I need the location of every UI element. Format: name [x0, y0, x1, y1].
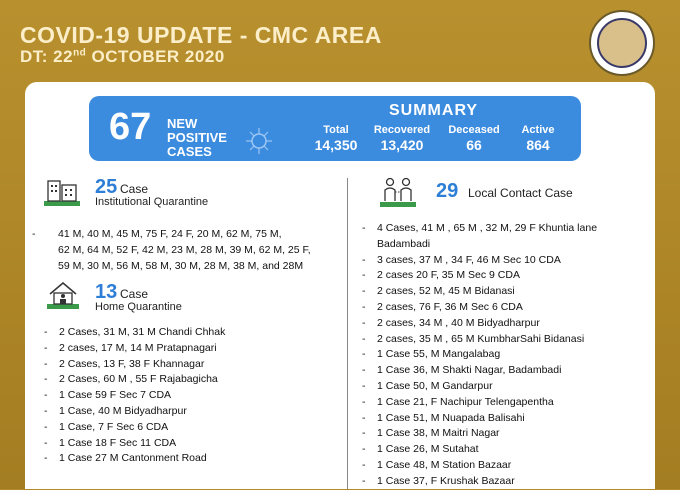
institutional-count: 25: [95, 176, 118, 198]
list-item-continued: Badambadi: [377, 237, 431, 250]
list-item: 62 M, 64 M, 52 F, 42 M, 23 M, 28 M, 39 M, 62 M, 25 F,: [58, 244, 311, 256]
list-item: - 2 Cases, 60 M , 55 F Rajabagicha: [42, 372, 225, 388]
list-item: - 1 Case 27 M Cantonment Road: [42, 451, 225, 467]
list-item: - 1 Case 37, F Krushak Bazaar: [360, 474, 597, 490]
list-item: - 2 Cases, 13 F, 38 F Khannagar: [42, 357, 225, 373]
list-item: - 2 cases, 34 M , 40 M Bidyadharpur: [360, 316, 597, 332]
logo-emblem-icon: [597, 18, 647, 68]
list-item: - 1 Case 26, M Sutahat: [360, 442, 597, 458]
list-item: - 1 Case 59 F Sec 7 CDA: [42, 388, 225, 404]
stat-recovered: Recovered 13,420: [373, 124, 431, 153]
summary-title: SUMMARY: [389, 102, 479, 119]
list-item: - 4 Cases, 41 M , 65 M , 32 M, 29 F Khuntia lane: [360, 221, 597, 237]
local-label: Local Contact Case: [468, 186, 573, 200]
list-item: 41 M, 40 M, 45 M, 75 F, 24 F, 20 M, 62 M, 75 M,: [58, 228, 282, 240]
list-item: - 2 cases, 52 M, 45 M Bidanasi: [360, 284, 597, 300]
list-item: - 2 cases 20 F, 35 M Sec 9 CDA: [360, 268, 597, 284]
institutional-case-word: Case: [120, 182, 149, 196]
summary-panel: [89, 96, 581, 161]
local-list: [360, 221, 597, 490]
list-item: - 1 Case 55, M Mangalabag: [360, 347, 597, 363]
list-item: - 2 cases, 35 M , 65 M KumbharSahi Bidanasi: [360, 332, 597, 348]
stat-total: Total 14,350: [314, 124, 358, 153]
local-count: 29: [436, 180, 459, 202]
stat-active: Active 864: [521, 124, 555, 153]
home-list: [42, 325, 225, 467]
contact-people-icon: [378, 174, 418, 208]
list-item: - 2 cases, 17 M, 14 M Pratapnagari: [42, 341, 225, 357]
municipal-logo: [589, 10, 655, 76]
list-item: - 1 Case, 40 M Bidyadharpur: [42, 404, 225, 420]
list-item: - 2 Cases, 31 M, 31 M Chandi Chhak: [42, 325, 225, 341]
new-positive-label: NEW POSITIVE CASES: [167, 116, 227, 159]
list-item: - 1 Case 38, M Maitri Nagar: [360, 426, 597, 442]
page-title: COVID-19 UPDATE - CMC AREA: [20, 22, 382, 48]
list-item: - 1 Case 48, M Station Bazaar: [360, 458, 597, 474]
home-count: 13: [95, 281, 118, 303]
list-item: 59 M, 30 M, 56 M, 58 M, 30 M, 28 M, 38 M, and 28M: [58, 260, 304, 272]
stat-deceased: Deceased 66: [448, 124, 500, 153]
list-item: - 1 Case 51, M Nuapada Balisahi: [360, 411, 597, 427]
institutional-list: - 41 M, 40 M, 45 M, 75 F, 24 F, 20 M, 62 M, 75 M, 62 M, 64 M, 52 F, 42 M, 23 M, 28 M, 39 M, 62 M, 25 F, 59 M, 30 M, 56 M, 58 M, 30 M, 28 M, 38 M, and 28M: [44, 226, 334, 274]
new-positive-count: 67: [109, 106, 152, 148]
list-item: - 1 Case 21, F Nachipur Telengapentha: [360, 395, 597, 411]
list-item: - 1 Case, 7 F Sec 6 CDA: [42, 420, 225, 436]
list-item: - 1 Case 36, M Shakti Nagar, Badambadi: [360, 363, 597, 379]
list-item: - 3 cases, 37 M , 34 F, 46 M Sec 10 CDA: [360, 253, 597, 269]
virus-icon: [244, 126, 274, 156]
home-case-word: Case: [120, 287, 149, 301]
list-item: - 1 Case 50, M Gandarpur: [360, 379, 597, 395]
home-icon: [45, 280, 81, 310]
list-item: - 2 cases, 76 F, 36 M Sec 6 CDA: [360, 300, 597, 316]
building-icon: [42, 177, 82, 207]
institutional-label: Institutional Quarantine: [95, 196, 209, 208]
list-item: - 1 Case 18 F Sec 11 CDA: [42, 436, 225, 452]
home-label: Home Quarantine: [95, 301, 182, 313]
column-divider: [347, 178, 348, 489]
report-date: DT: 22nd OCTOBER 2020: [20, 47, 225, 66]
